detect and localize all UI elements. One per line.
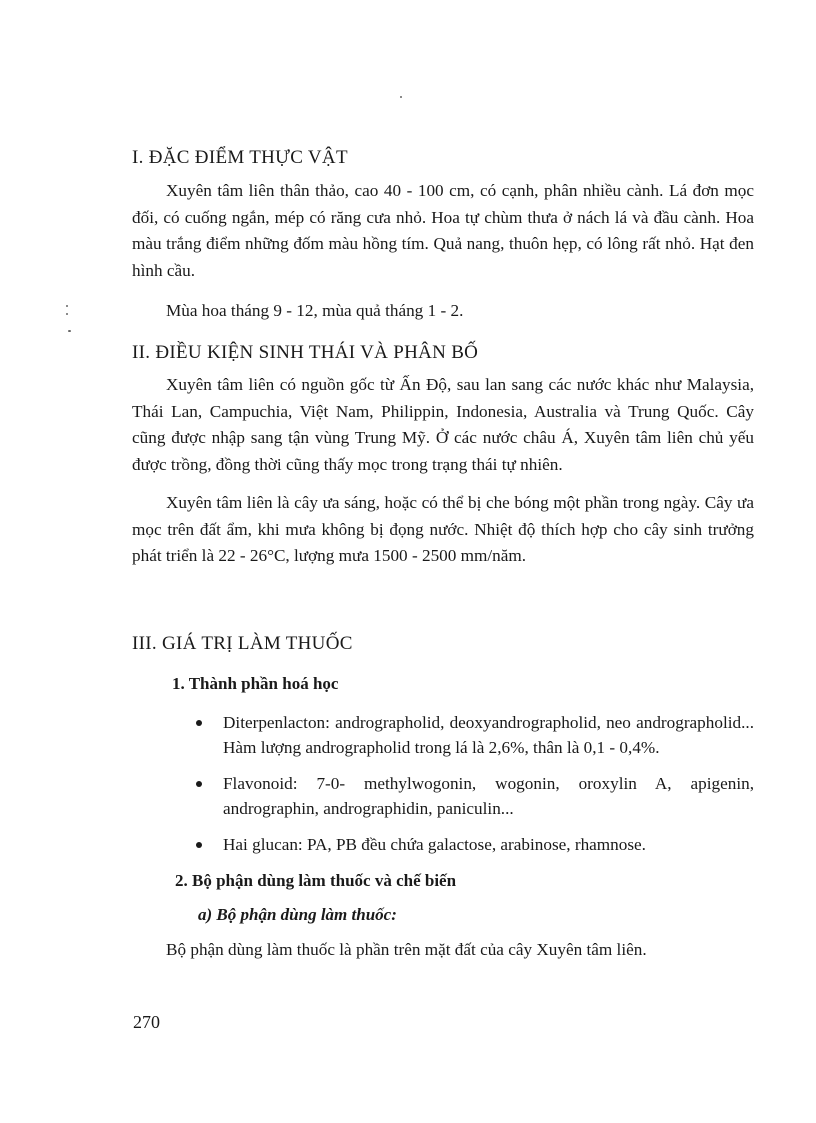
subsection-2a-heading: a) Bộ phận dùng làm thuốc: (198, 905, 397, 924)
scan-speck (66, 305, 68, 307)
list-item (132, 771, 754, 821)
section-2-paragraph-2: Xuyên tâm liên là cây ưa sáng, hoặc có thể bị che bóng một phần trong ngày. Cây ưa mọc trên đất ẩm, khi mưa không bị đọng nước. Nhiệt độ thích hợp cho cây sinh trưởng phát triển là 22 - 26°C, lượng mưa 1500 - 2500 mm/năm. (132, 493, 754, 565)
list-item-text: Hai glucan: PA, PB đều chứa galactose, arabinose, rhamnose. (223, 835, 646, 854)
subsection-1-heading: 1. Thành phần hoá học (172, 674, 339, 693)
section-1 (132, 146, 754, 170)
section-2 (132, 341, 754, 365)
subsection-2a-paragraph: Bộ phận dùng làm thuốc là phần trên mặt đất của cây Xuyên tâm liên. (166, 940, 647, 959)
list-item (132, 710, 754, 760)
section-3-heading: III. GIÁ TRỊ LÀM THUỐC (132, 633, 353, 654)
section-2-heading: II. ĐIỀU KIỆN SINH THÁI VÀ PHÂN BỐ (132, 342, 479, 363)
list-item-text: Diterpenlacton: andrographolid, deoxyandrographolid, neo andrographolid... Hàm lượng andrographolid trong lá là 2,6%, thân là 0,1 - 0,4%. (223, 713, 754, 757)
section-1-heading: I. ĐẶC ĐIỂM THỰC VẬT (132, 147, 348, 168)
chemical-components-list (132, 710, 754, 857)
section-1-body (132, 178, 754, 325)
list-item (132, 832, 754, 857)
section-2-body (132, 372, 754, 570)
scan-speck (68, 330, 71, 332)
bullet-icon (196, 842, 202, 848)
section-3 (132, 632, 754, 656)
scan-speck (66, 313, 68, 315)
section-2-paragraph-1: Xuyên tâm liên có nguồn gốc từ Ấn Độ, sau lan sang các nước khác như Malaysia, Thái Lan, Campuchia, Việt Nam, Philippin, Indonesia, Australia và Trung Quốc. Cây cũng được nhập sang tận vùng Trung Mỹ. Ở các nước châu Á, Xuyên tâm liên chủ yếu được trồng, đồng thời cũng thấy mọc trong trạng thái tự nhiên. (132, 375, 754, 474)
list-item-text: Flavonoid: 7-0- methylwogonin, wogonin, oroxylin A, apigenin, andrographin, andrographidin, paniculin... (223, 774, 754, 818)
page-number: 270 (133, 1012, 160, 1032)
scan-speck (400, 96, 402, 98)
bullet-icon (196, 720, 202, 726)
section-3-body (132, 672, 754, 964)
section-1-paragraph-1: Xuyên tâm liên thân thảo, cao 40 - 100 cm, có cạnh, phân nhiều cành. Lá đơn mọc đối, có cuống ngắn, mép có răng cưa nhỏ. Hoa tự chùm thưa ở nách lá và đầu cành. Hoa màu trắng điểm những đốm màu hồng tím. Quả nang, thuôn hẹp, có lông rất nhỏ. Hạt đen hình cầu. (132, 181, 754, 280)
section-1-paragraph-2: Mùa hoa tháng 9 - 12, mùa quả tháng 1 - 2. (166, 301, 464, 320)
bullet-icon (196, 781, 202, 787)
subsection-2-heading: 2. Bộ phận dùng làm thuốc và chế biến (175, 871, 457, 890)
